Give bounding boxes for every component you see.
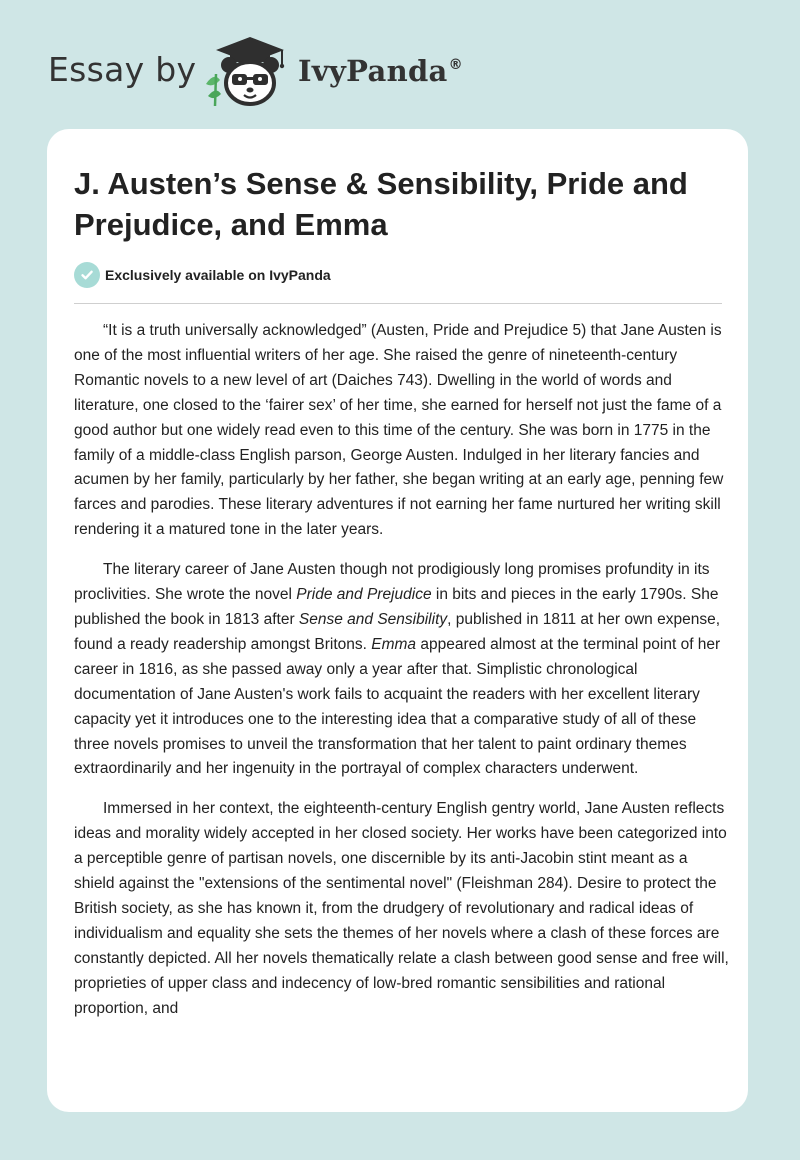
book-title-text: Emma bbox=[371, 635, 417, 653]
essay-body bbox=[74, 319, 729, 1036]
essay-paragraph bbox=[74, 797, 729, 1021]
paragraph-text: , published in 1811 at her own expense, found a ready readership amongst Britons. bbox=[74, 610, 721, 653]
book-title-text: Sense and Sensibility bbox=[298, 610, 448, 628]
exclusive-badge bbox=[74, 262, 331, 288]
essay-card bbox=[47, 129, 748, 1112]
essay-paragraph bbox=[74, 558, 729, 782]
site-header bbox=[48, 30, 488, 110]
paragraph-text: The literary career of Jane Austen though not prodigiously long promises profundity in its proclivities. She wrote the novel bbox=[74, 561, 710, 604]
divider bbox=[74, 303, 722, 304]
paragraph-text: appeared almost at the terminal point of her career in 1816, as she passed away only a year after that. Simplistic chronological documentation of Jane Austen's work fails to acquaint the readers with her excellent literary capacity yet it introduces one to the interesting idea that a comparative study of all of these three novels promises to unveil the transformation that her talent to paint ordinary themes extraordinarily and her ingenuity in the portrayal of complex characters underwent. bbox=[74, 635, 721, 778]
badge-text: Exclusively available on IvyPanda bbox=[105, 267, 331, 283]
panda-graduate-logo-icon[interactable] bbox=[202, 34, 294, 108]
essay-title: J. Austen’s Sense & Sensibility, Pride and Prejudice, and Emma bbox=[74, 166, 688, 242]
brand-name[interactable] bbox=[298, 54, 463, 88]
registered-mark: ® bbox=[448, 57, 463, 73]
book-title-text: Pride and Prejudice bbox=[296, 586, 432, 604]
paragraph-text: “It is a truth universally acknowledged” (Austen, Pride and Prejudice 5) that Jane Austen is one of the most influential writers of her age. She raised the genre of nineteenth-century Romantic novels to a new level of art (Daiches 743). Dwelling in the world of words and literature, one closed to the ‘fairer sex’ of her time, she earned for herself not just the fame of a good author but one widely read even to this time of the century. She was born in 1775 in the family of a middle-class English parson, George Austen. Indulged in her literary fancies and acumen by her family, particularly by her father, she began writing at an early age, penning few farces and parodies. These literary adventures if not earning her fame nurtured her writing skill rendering it a matured tone in the later years. bbox=[74, 322, 724, 539]
paragraph-text: Immersed in her context, the eighteenth-century English gentry world, Jane Austen reflects ideas and morality widely accepted in her closed society. Her works have been categorized into a perceptible genre of partisan novels, one discernible by its anti-Jacobin stint meant as a shield against the "extensions of the sentimental novel" (Fleishman 284). Desire to protect the British society, as she has known it, from the drudgery of revolutionary and radical ideas of individualism and equality she sets the themes of her novels where a clash of these forces are constantly depicted. All her novels thematically relate a clash between good sense and free will, proprieties of upper class and indecency of low-bred romantic sensibilities and rational proportion, and bbox=[74, 800, 729, 1017]
check-circle-icon bbox=[74, 262, 100, 288]
brand-prefix: Essay by bbox=[48, 50, 197, 89]
brand-name-text: IvyPanda bbox=[298, 54, 448, 88]
essay-paragraph bbox=[74, 319, 729, 543]
paragraph-text: in bits and pieces in the early 1790s. She published the book in 1813 after bbox=[74, 586, 719, 628]
